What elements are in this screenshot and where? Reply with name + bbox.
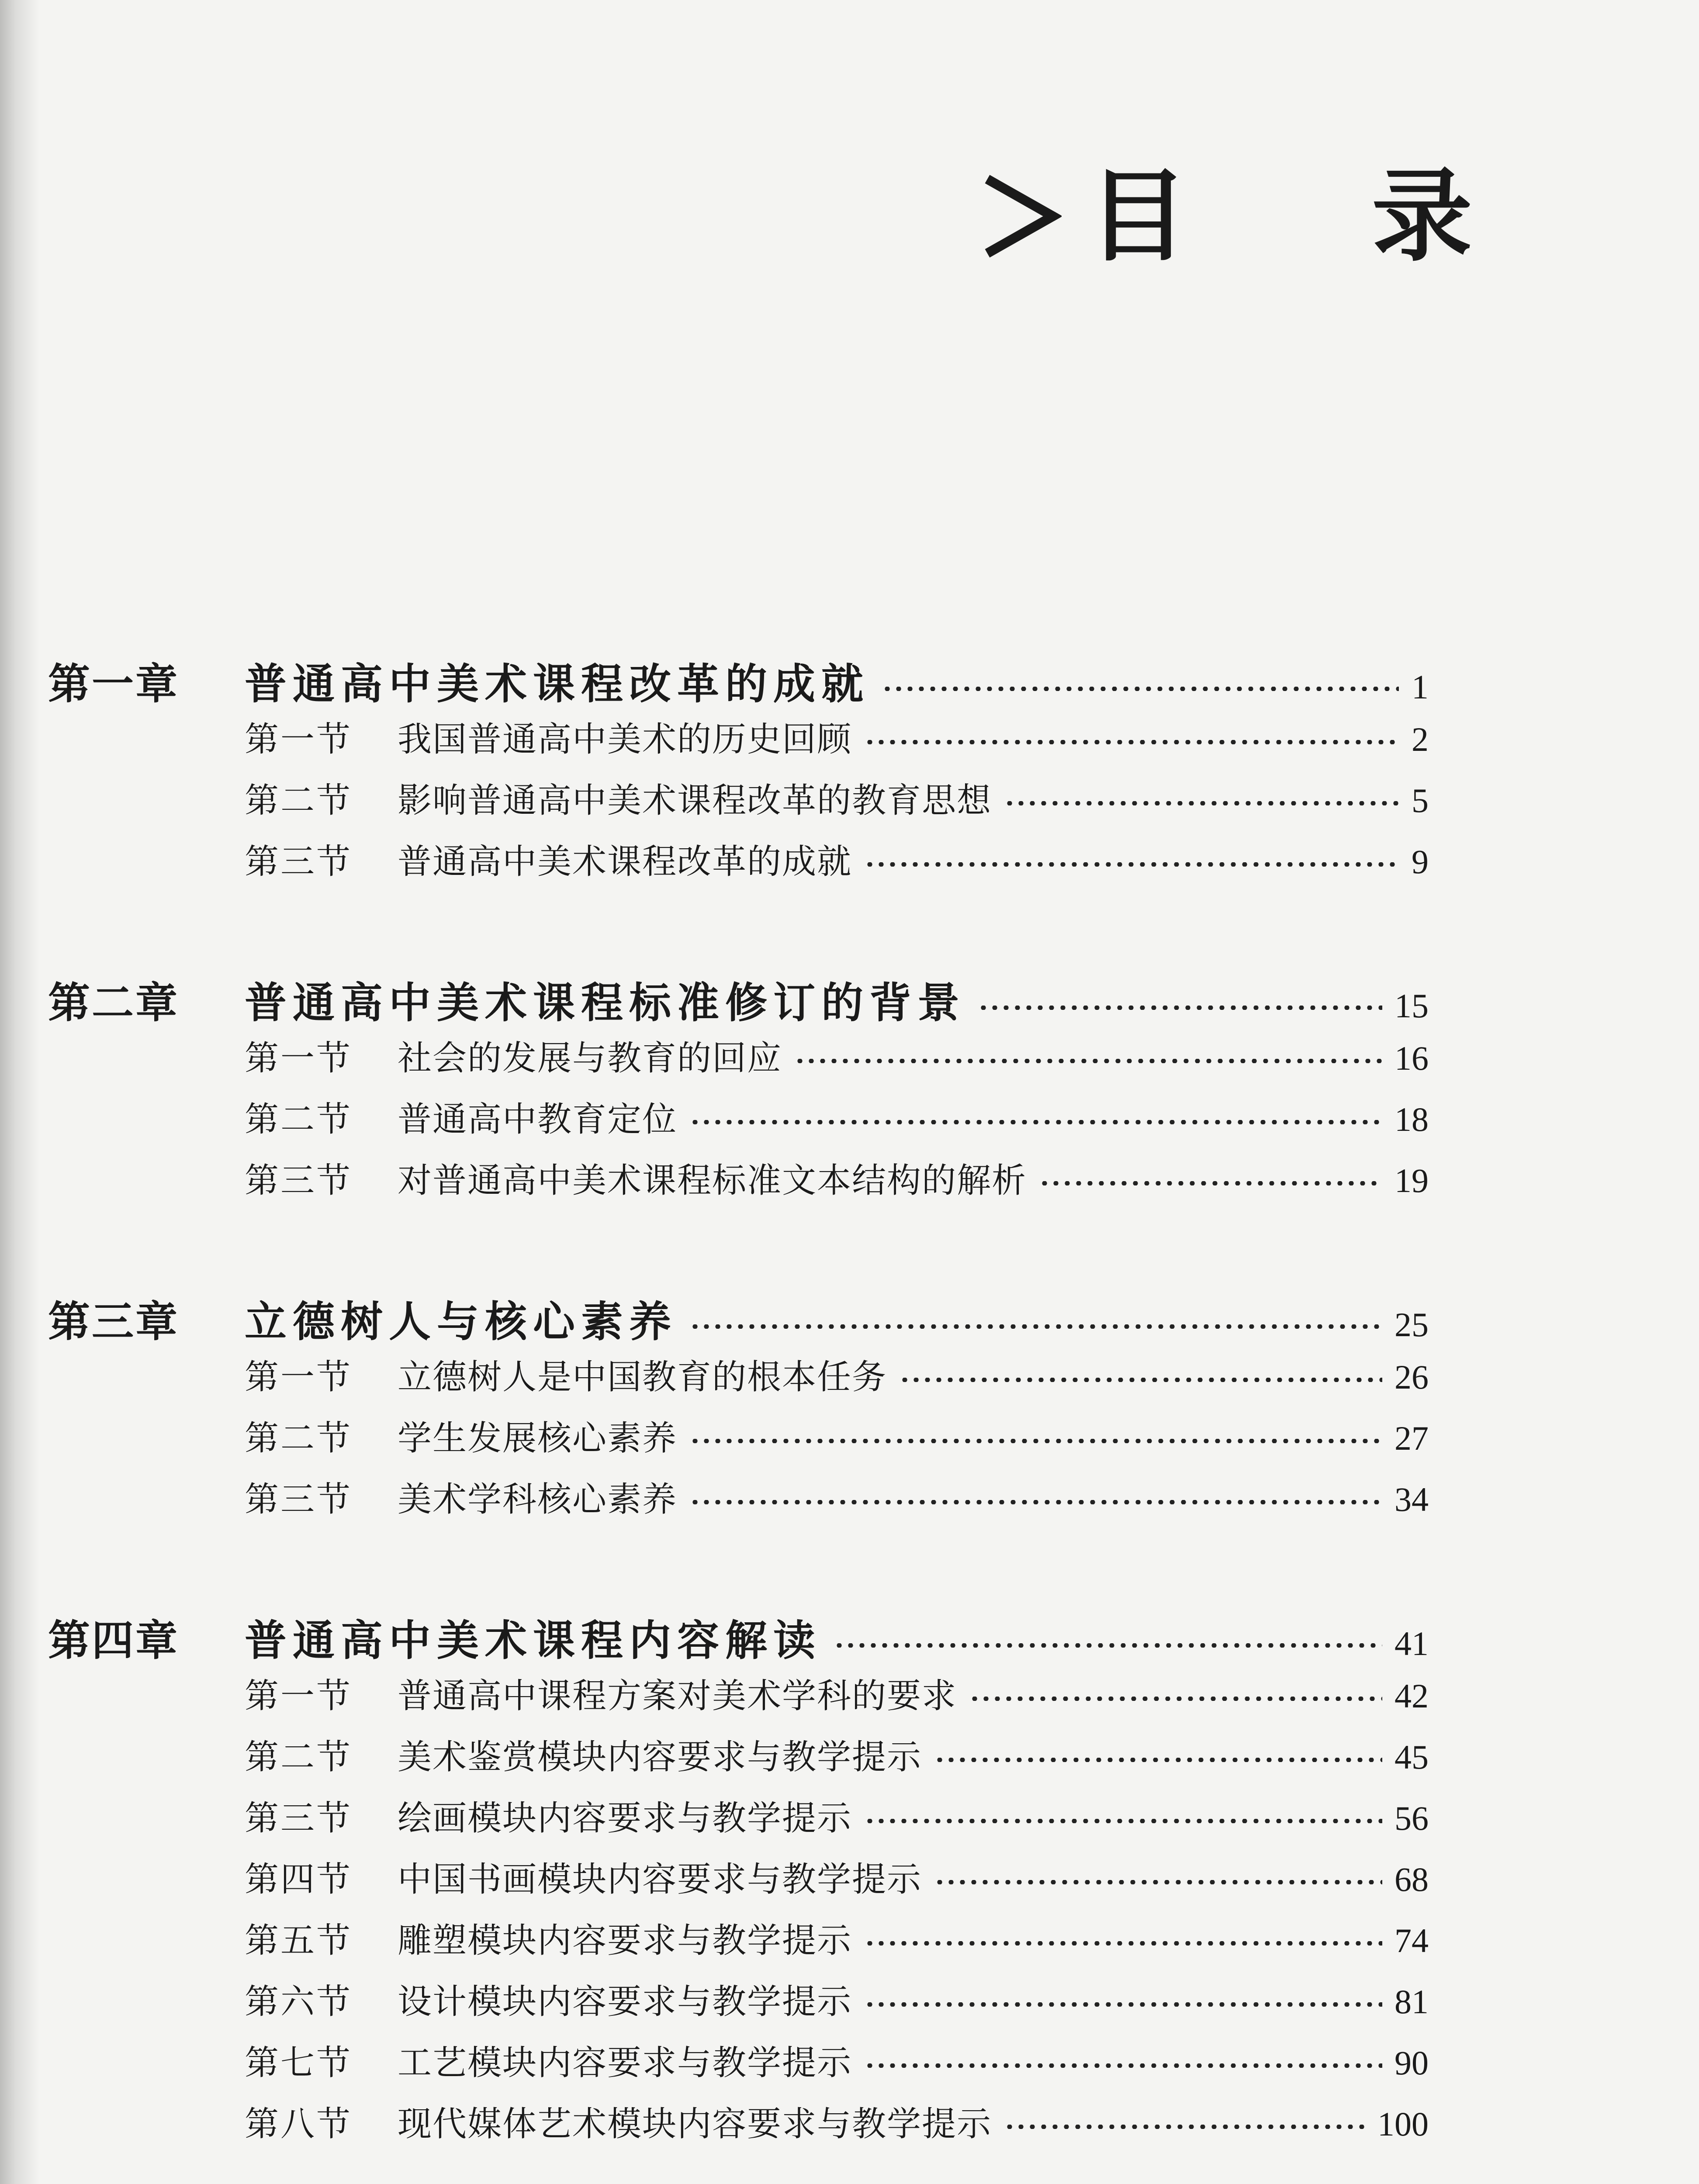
section-number: 第一节 (245, 1039, 353, 1078)
section-title: 学生发展核心素养 (398, 1419, 678, 1458)
section-number: 第七节 (245, 2043, 353, 2083)
title-char-1: 目 (1088, 157, 1189, 275)
chapter-page-number: 41 (1394, 1624, 1429, 1662)
section-title: 美术鉴赏模块内容要求与教学提示 (398, 1738, 922, 1777)
section-title: 绘画模块内容要求与教学提示 (398, 1799, 852, 1838)
section-title: 美术学科核心素养 (398, 1480, 678, 1519)
section-title: 中国书画模块内容要求与教学提示 (398, 1860, 922, 1899)
section-page-number: 2 (1412, 720, 1429, 758)
section-number: 第六节 (245, 1982, 353, 2022)
section-page-number: 100 (1377, 2105, 1429, 2143)
section-number: 第二节 (245, 781, 353, 820)
section-page-number: 90 (1394, 2044, 1429, 2082)
chapter-title: 普通高中美术课程内容解读 (245, 1616, 821, 1665)
section-page-number: 27 (1394, 1419, 1429, 1457)
chapter-page-number: 15 (1394, 987, 1429, 1025)
section-number: 第八节 (245, 2105, 353, 2144)
chapter-title: 立德树人与核心素养 (245, 1297, 677, 1346)
section-title: 工艺模块内容要求与教学提示 (398, 2043, 852, 2083)
section-title: 雕塑模块内容要求与教学提示 (398, 1921, 852, 1960)
section-page-number: 56 (1394, 1799, 1429, 1837)
section-number: 第一节 (245, 720, 353, 759)
section-page-number: 19 (1394, 1161, 1429, 1199)
section-number: 第五节 (245, 1921, 353, 1960)
section-title: 现代媒体艺术模块内容要求与教学提示 (398, 2105, 992, 2144)
section-number: 第一节 (245, 1358, 353, 1397)
section-title: 影响普通高中美术课程改革的教育思想 (398, 781, 992, 820)
section-title: 普通高中教育定位 (398, 1100, 678, 1139)
section-title: 对普通高中美术课程标准文本结构的解析 (398, 1161, 1027, 1200)
section-page-number: 16 (1394, 1039, 1429, 1077)
section-page-number: 9 (1412, 843, 1429, 881)
section-page-number: 42 (1394, 1677, 1429, 1715)
section-title: 社会的发展与教育的回应 (398, 1039, 782, 1078)
chapter-number: 第二章 (48, 978, 179, 1027)
section-number: 第三节 (245, 1161, 353, 1200)
section-number: 第二节 (245, 1100, 353, 1139)
chapter-number: 第三章 (48, 1297, 179, 1346)
section-number: 第一节 (245, 1676, 353, 1716)
section-number: 第三节 (245, 1480, 353, 1519)
section-page-number: 81 (1394, 1983, 1429, 2021)
section-number: 第四节 (245, 1860, 353, 1899)
section-page-number: 5 (1412, 781, 1429, 819)
section-page-number: 26 (1394, 1358, 1429, 1396)
section-title: 普通高中课程方案对美术学科的要求 (398, 1676, 957, 1716)
chapter-page-number: 25 (1394, 1306, 1429, 1344)
chapter-title: 普通高中美术课程改革的成就 (245, 659, 869, 708)
section-number: 第三节 (245, 842, 353, 881)
section-title: 立德树人是中国教育的根本任务 (398, 1358, 887, 1397)
chapter-page-number: 1 (1412, 668, 1429, 706)
section-title: 我国普通高中美术的历史回顾 (398, 720, 852, 759)
chapter-number: 第一章 (48, 659, 179, 708)
title-char-2: 录 (1372, 157, 1473, 275)
section-page-number: 18 (1394, 1100, 1429, 1138)
section-number: 第三节 (245, 1799, 353, 1838)
section-title: 普通高中美术课程改革的成就 (398, 842, 852, 881)
section-number: 第二节 (245, 1419, 353, 1458)
section-page-number: 68 (1394, 1860, 1429, 1898)
section-page-number: 45 (1394, 1738, 1429, 1776)
chapter-title: 普通高中美术课程标准修订的背景 (245, 978, 965, 1027)
section-page-number: 74 (1394, 1921, 1429, 1959)
section-page-number: 34 (1394, 1480, 1429, 1518)
section-number: 第二节 (245, 1738, 353, 1777)
chapter-number: 第四章 (48, 1616, 179, 1665)
section-title: 设计模块内容要求与教学提示 (398, 1982, 852, 2022)
